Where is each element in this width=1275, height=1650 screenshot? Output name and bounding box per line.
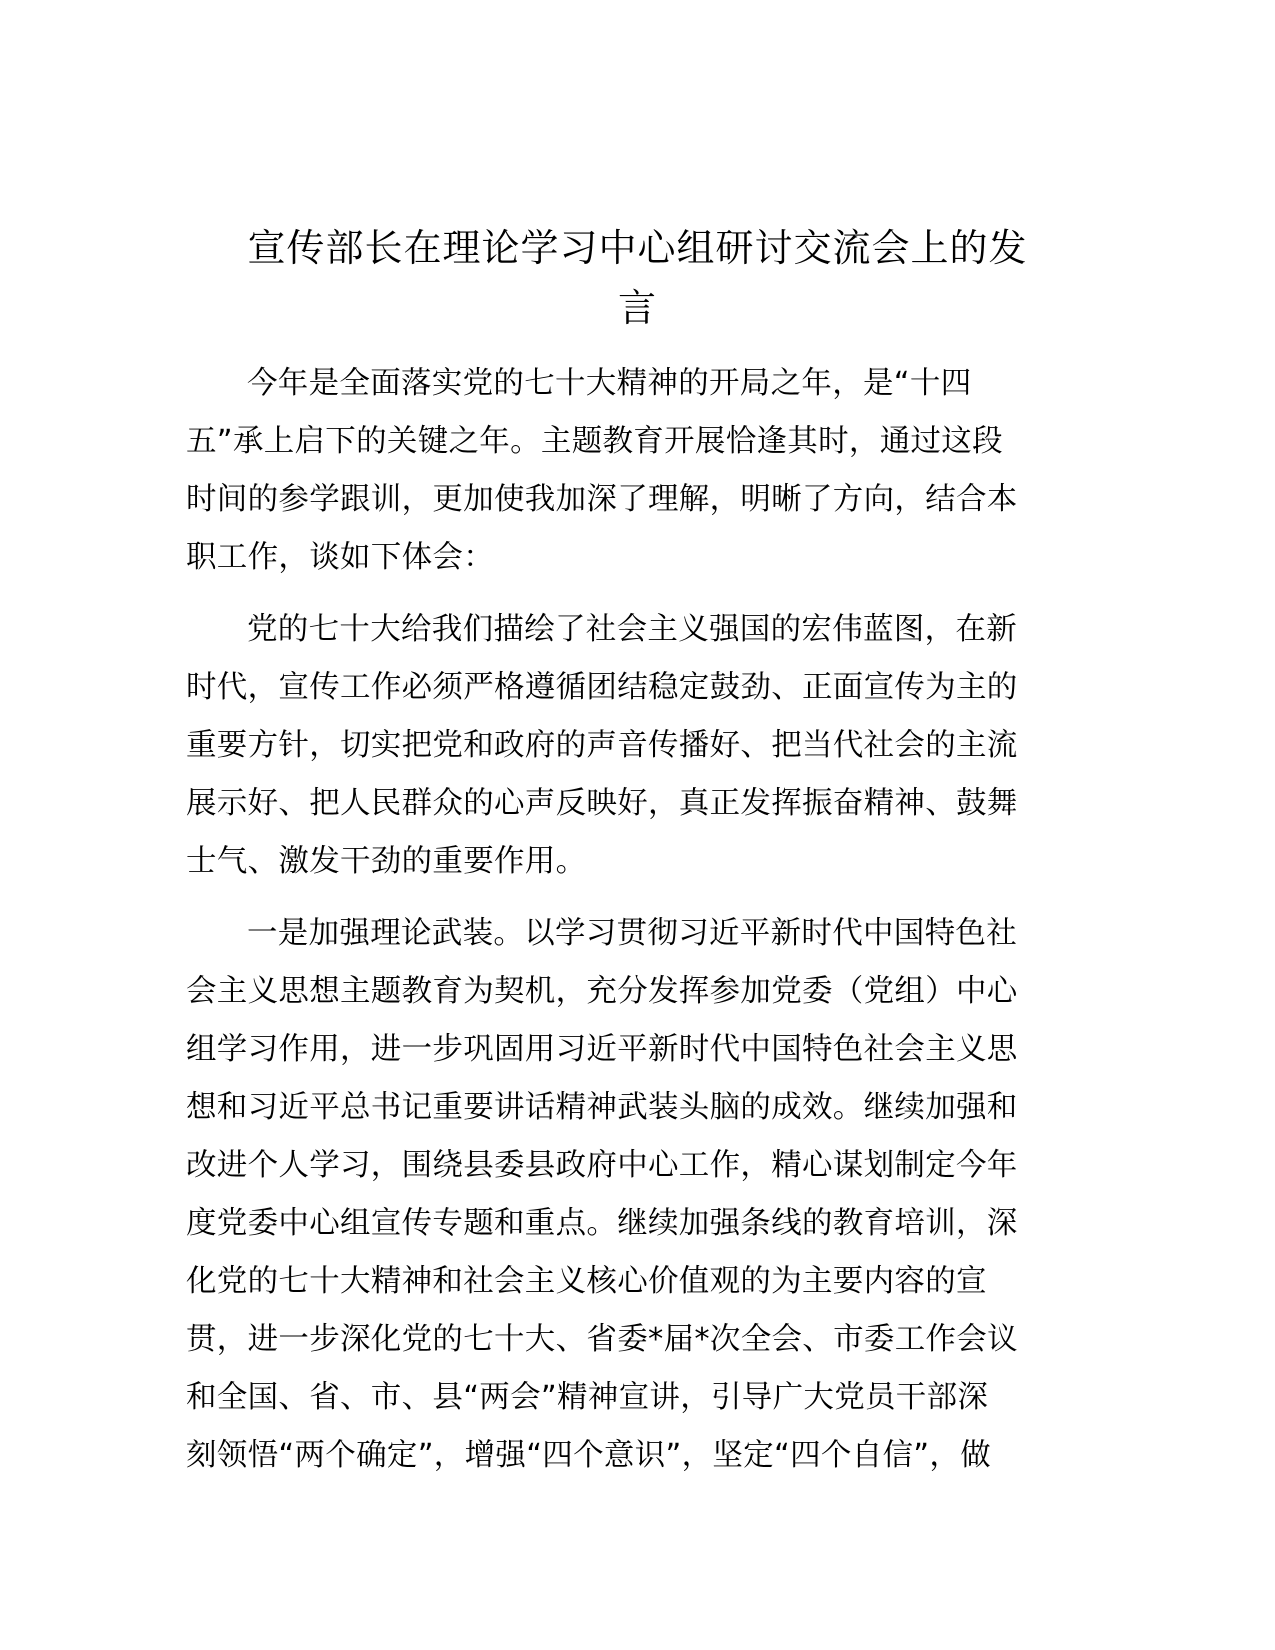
text-line: 展示好、把人民群众的心声反映好，真正发挥振奋精神、鼓舞 bbox=[186, 786, 1018, 821]
text-line: 度党委中心组宣传专题和重点。继续加强条线的教育培训，深 bbox=[186, 1206, 1018, 1241]
text-line: 想和习近平总书记重要讲话精神武装头脑的成效。继续加强和 bbox=[186, 1090, 1018, 1125]
text-line: 重要方针，切实把党和政府的声音传播好、把当代社会的主流 bbox=[186, 728, 1018, 763]
text-line: 改进个人学习，围绕县委县政府中心工作，精心谋划制定今年 bbox=[186, 1148, 1018, 1183]
paragraph-intro bbox=[186, 355, 1086, 587]
text-line: 党的七十大给我们描绘了社会主义强国的宏伟蓝图，在新 bbox=[247, 612, 1017, 647]
document-title bbox=[170, 218, 1105, 338]
document-body bbox=[186, 355, 1086, 1499]
text-line: 会主义思想主题教育为契机，充分发挥参加党委（党组）中心 bbox=[186, 974, 1018, 1009]
text-line: 一是加强理论武装。以学习贯彻习近平新时代中国特色社 bbox=[247, 916, 1017, 951]
text-line: 组学习作用，进一步巩固用习近平新时代中国特色社会主义思 bbox=[186, 1032, 1018, 1067]
text-line: 职工作，谈如下体会： bbox=[186, 540, 494, 575]
text-line: 士气、激发干劲的重要作用。 bbox=[186, 844, 587, 879]
title-line: 言 bbox=[617, 286, 657, 330]
text-line: 今年是全面落实党的七十大精神的开局之年，是“十四 bbox=[247, 366, 972, 401]
paragraph-blueprint bbox=[186, 601, 1086, 891]
text-line: 时代，宣传工作必须严格遵循团结稳定鼓劲、正面宣传为主的 bbox=[186, 670, 1018, 705]
text-line: 和全国、省、市、县“两会”精神宣讲，引导广大党员干部深 bbox=[186, 1380, 989, 1415]
paragraph-theory-armament bbox=[186, 905, 1086, 1485]
title-line: 宣传部长在理论学习中心组研讨交流会上的发 bbox=[247, 226, 1028, 270]
text-line: 贯，进一步深化党的七十大、省委*届*次全会、市委工作会议 bbox=[186, 1322, 1018, 1357]
text-line: 化党的七十大精神和社会主义核心价值观的为主要内容的宣 bbox=[186, 1264, 987, 1299]
text-line: 刻领悟“两个确定”，增强“四个意识”，坚定“四个自信”，做 bbox=[186, 1438, 992, 1473]
text-line: 时间的参学跟训，更加使我加深了理解，明晰了方向，结合本 bbox=[186, 482, 1018, 517]
text-line: 五”承上启下的关键之年。主题教育开展恰逢其时，通过这段 bbox=[186, 424, 1003, 459]
